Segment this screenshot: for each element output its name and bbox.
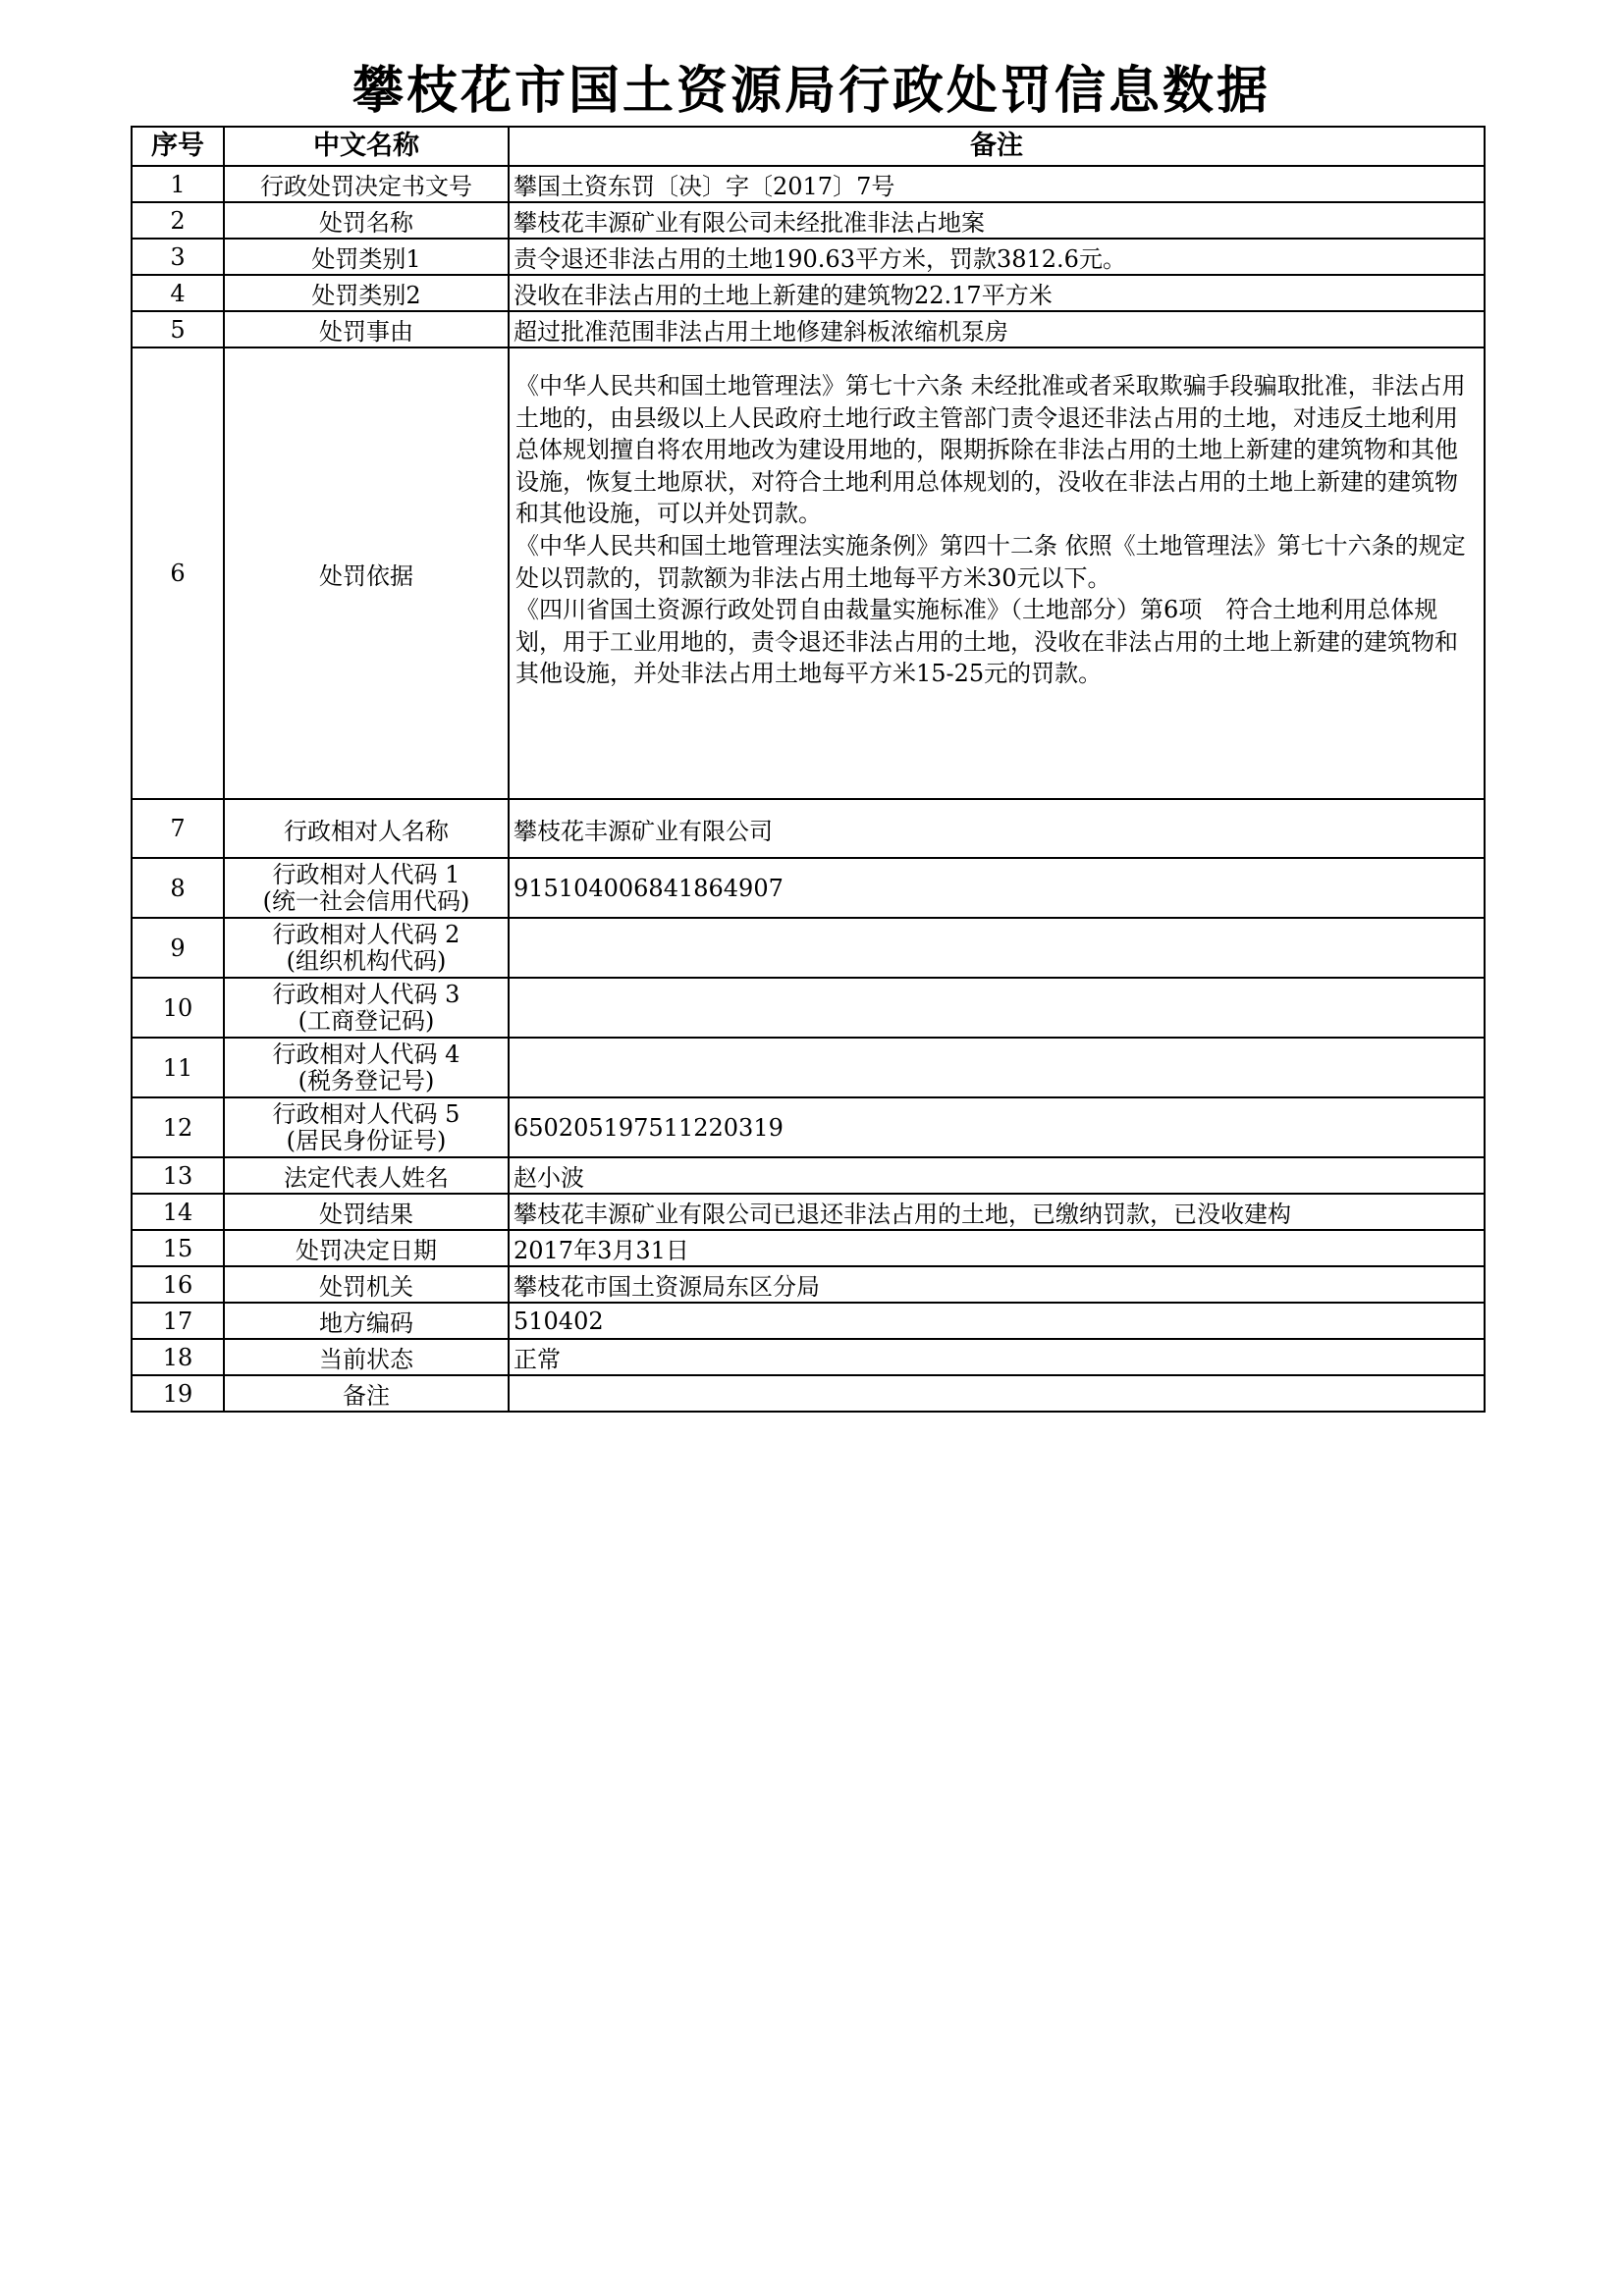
- row-name: 处罚依据: [224, 347, 509, 799]
- penalty-basis-cell: [509, 347, 1485, 799]
- table-row: [132, 918, 1485, 978]
- basis-paragraph-2: 《中华人民共和国土地管理法实施条例》第四十二条 依照《土地管理法》第七十六条的规定处以罚款的，罚款额为非法占用土地每平方米30元以下。: [515, 531, 1466, 592]
- row-value: 2017年3月31日: [509, 1230, 1485, 1266]
- table-row: [132, 799, 1485, 858]
- header-note: 备注: [509, 127, 1485, 166]
- row-name-line2: (税务登记号): [298, 1066, 435, 1095]
- row-value: 攀枝花丰源矿业有限公司已退还非法占用的土地，已缴纳罚款，已没收建构: [509, 1194, 1485, 1230]
- row-name: 处罚名称: [224, 202, 509, 239]
- penalty-info-table: [131, 126, 1486, 1413]
- row-seq: 9: [132, 918, 224, 978]
- row-seq: 17: [132, 1303, 224, 1339]
- table-header-row: [132, 127, 1485, 166]
- row-name-line1: 行政相对人代码 5: [272, 1099, 460, 1128]
- header-name: 中文名称: [224, 127, 509, 166]
- row-value: [509, 978, 1485, 1038]
- basis-paragraph-1: 《中华人民共和国土地管理法》第七十六条 未经批准或者采取欺骗手段骗取批准，非法占用土地的，由县级以上人民政府土地行政主管部门责令退还非法占用的土地，对违反土地利用总体规划擅自将农用地改为建设用地的，限期拆除在非法占用的土地上新建的建筑物和其他设施，恢复土地原状，对符合土地利用总体规划的，没收在非法占用的土地上新建的建筑物和其他设施，可以并处罚款。: [515, 372, 1466, 528]
- row-seq: 3: [132, 239, 224, 275]
- row-value: 650205197511220319: [509, 1097, 1485, 1157]
- row-seq: 1: [132, 166, 224, 202]
- row-name: 行政相对人名称: [224, 799, 509, 858]
- row-value: [509, 918, 1485, 978]
- table-row: [132, 347, 1485, 799]
- table-row: [132, 1303, 1485, 1339]
- table-row: [132, 202, 1485, 239]
- row-name: 法定代表人姓名: [224, 1157, 509, 1194]
- row-value: 510402: [509, 1303, 1485, 1339]
- row-name: 处罚决定日期: [224, 1230, 509, 1266]
- row-name: [224, 978, 509, 1038]
- row-name-line1: 行政相对人代码 2: [272, 920, 460, 948]
- row-seq: 2: [132, 202, 224, 239]
- table-row: [132, 1157, 1485, 1194]
- row-name-line2: (统一社会信用代码): [262, 886, 470, 915]
- page-title: 攀枝花市国土资源局行政处罚信息数据: [352, 62, 1271, 121]
- header-seq: 序号: [132, 127, 224, 166]
- row-seq: 6: [132, 347, 224, 799]
- row-value: 赵小波: [509, 1157, 1485, 1194]
- row-value: 责令退还非法占用的土地190.63平方米，罚款3812.6元。: [509, 239, 1485, 275]
- basis-paragraph-3: 《四川省国土资源行政处罚自由裁量实施标准》（土地部分）第6项 符合土地利用总体规划，用于工业用地的，责令退还非法占用的土地，没收在非法占用的土地上新建的建筑物和其他设施，并处非法占用土地每平方米15-25元的罚款。: [515, 596, 1458, 688]
- row-value: 攀枝花市国土资源局东区分局: [509, 1266, 1485, 1303]
- row-name: 地方编码: [224, 1303, 509, 1339]
- row-seq: 19: [132, 1375, 224, 1412]
- row-name: [224, 858, 509, 918]
- row-seq: 5: [132, 311, 224, 347]
- row-name-line1: 行政相对人代码 3: [272, 980, 460, 1008]
- row-value: 915104006841864907: [509, 858, 1485, 918]
- row-name: 处罚类别1: [224, 239, 509, 275]
- row-seq: 11: [132, 1038, 224, 1097]
- row-name-line2: (组织机构代码): [286, 946, 447, 975]
- row-name: 处罚类别2: [224, 275, 509, 311]
- row-seq: 18: [132, 1339, 224, 1375]
- row-name: [224, 918, 509, 978]
- row-name: 备注: [224, 1375, 509, 1412]
- table-row: [132, 239, 1485, 275]
- row-value: 攀枝花丰源矿业有限公司未经批准非法占地案: [509, 202, 1485, 239]
- table-row: [132, 1230, 1485, 1266]
- row-name: [224, 1038, 509, 1097]
- table-row: [132, 166, 1485, 202]
- table-row: [132, 1194, 1485, 1230]
- row-name: 处罚事由: [224, 311, 509, 347]
- row-name: 处罚结果: [224, 1194, 509, 1230]
- table-row: [132, 275, 1485, 311]
- row-name: 行政处罚决定书文号: [224, 166, 509, 202]
- table-row: [132, 858, 1485, 918]
- row-name: [224, 1097, 509, 1157]
- row-seq: 7: [132, 799, 224, 858]
- table-row: [132, 1339, 1485, 1375]
- table-row: [132, 1266, 1485, 1303]
- row-value: [509, 1038, 1485, 1097]
- table-row: [132, 1375, 1485, 1412]
- row-name-line1: 行政相对人代码 4: [272, 1040, 460, 1068]
- row-seq: 13: [132, 1157, 224, 1194]
- row-value: [509, 1375, 1485, 1412]
- row-value: 攀枝花丰源矿业有限公司: [509, 799, 1485, 858]
- row-name-line2: (工商登记码): [298, 1006, 435, 1035]
- table-row: [132, 1038, 1485, 1097]
- row-name: 当前状态: [224, 1339, 509, 1375]
- row-seq: 14: [132, 1194, 224, 1230]
- row-value: 超过批准范围非法占用土地修建斜板浓缩机泵房: [509, 311, 1485, 347]
- row-seq: 15: [132, 1230, 224, 1266]
- row-name-line2: (居民身份证号): [286, 1126, 447, 1154]
- row-value: 没收在非法占用的土地上新建的建筑物22.17平方米: [509, 275, 1485, 311]
- row-name: 处罚机关: [224, 1266, 509, 1303]
- row-name-line1: 行政相对人代码 1: [272, 860, 460, 888]
- row-seq: 10: [132, 978, 224, 1038]
- table-row: [132, 1097, 1485, 1157]
- row-value: 攀国土资东罚〔决〕字〔2017〕7号: [509, 166, 1485, 202]
- row-seq: 4: [132, 275, 224, 311]
- table-row: [132, 311, 1485, 347]
- row-seq: 8: [132, 858, 224, 918]
- row-seq: 12: [132, 1097, 224, 1157]
- row-value: 正常: [509, 1339, 1485, 1375]
- table-row: [132, 978, 1485, 1038]
- row-seq: 16: [132, 1266, 224, 1303]
